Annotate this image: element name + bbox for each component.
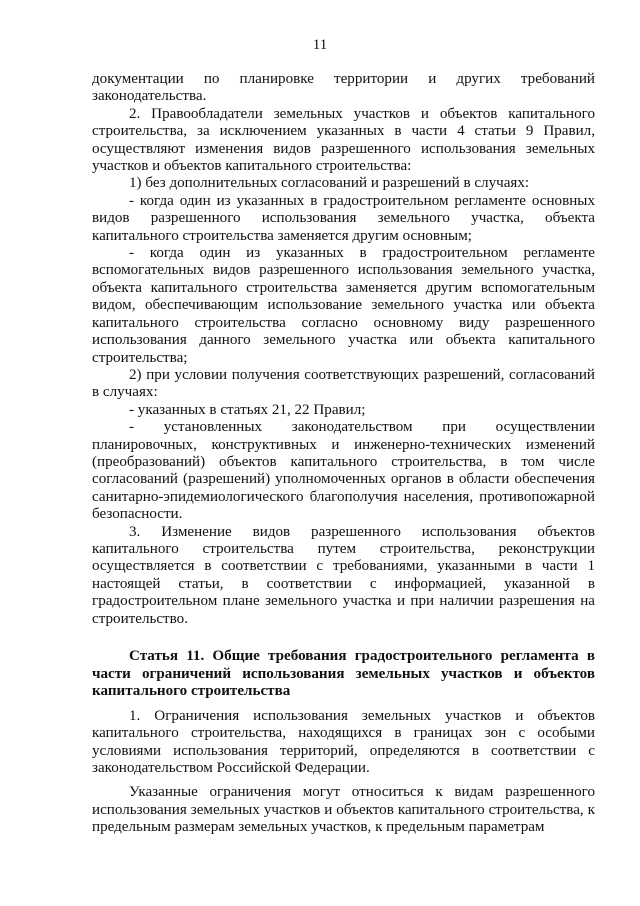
document-body [92,71,595,837]
paragraph-continuation: документации по планировке территории и других требований законодательства. [92,71,595,105]
paragraph-dash-articles: - указанных в статьях 21, 22 Правил; [129,401,366,418]
paragraph-dash-legislation: - установленных законодательством при осуществлении планировочных, конструктивных и инженерно-технических изменений (преобразований) объектов капитального строительства, в том числе согласований (разрешений) уполномоченных органов в области обеспечения санитарно-эпидемиологического благополучия населения, противопожарной безопасности. [92,419,595,523]
paragraph-dash-auxiliary-types: - когда один из указанных в градостроительном регламенте вспомогательных видов разрешенного использования земельного участка, объекта капитального строительства заменяется другим вспомогательным видом, обеспечивающим использование земельного участка или объекта капитального строительства согласно основному виду разрешенного использования данного земельного участка или объекта капитального строительства; [92,245,595,366]
paragraph-item-3: 3. Изменение видов разрешенного использования объектов капитального строительства путем строительства, реконструкции осуществляется в соответствии с требованиями, указанными в части 1 настоящей статьи, в соответствии с информацией, указанной в градостроительном плане земельного участка и при наличии разрешения на строительство. [92,523,595,627]
paragraph-subitem-2: 2) при условии получения соответствующих разрешений, согласований в случаях: [92,366,595,401]
page-number: 11 [312,37,328,53]
article-11-heading: Статья 11. Общие требования градостроительного регламента в части ограничений использования земельных участков и объектов капитального строительства [92,648,595,700]
paragraph-item-2: 2. Правообладатели земельных участков и объектов капитального строительства, за исключением указанных в части 4 статьи 9 Правил, осуществляют изменения видов разрешенного использования земельных участков и объектов капитального строительства: [92,105,595,175]
paragraph-dash-main-types: - когда один из указанных в градостроительном регламенте основных видов разрешенного использования земельного участка, объекта капитального строительства заменяется другим основным; [92,192,595,244]
article-paragraph-2: Указанные ограничения могут относиться к видам разрешенного использования земельных участков и объектов капитального строительства, к предельным размерам земельных участков, к предельным параметрам [92,784,595,836]
paragraph-subitem-1: 1) без дополнительных согласований и разрешений в случаях: [129,175,530,192]
article-paragraph-1: 1. Ограничения использования земельных участков и объектов капитального строительства, находящихся в границах зон с особыми условиями использования территорий, определяются в соответствии с законодательством Российской Федерации. [92,707,595,776]
